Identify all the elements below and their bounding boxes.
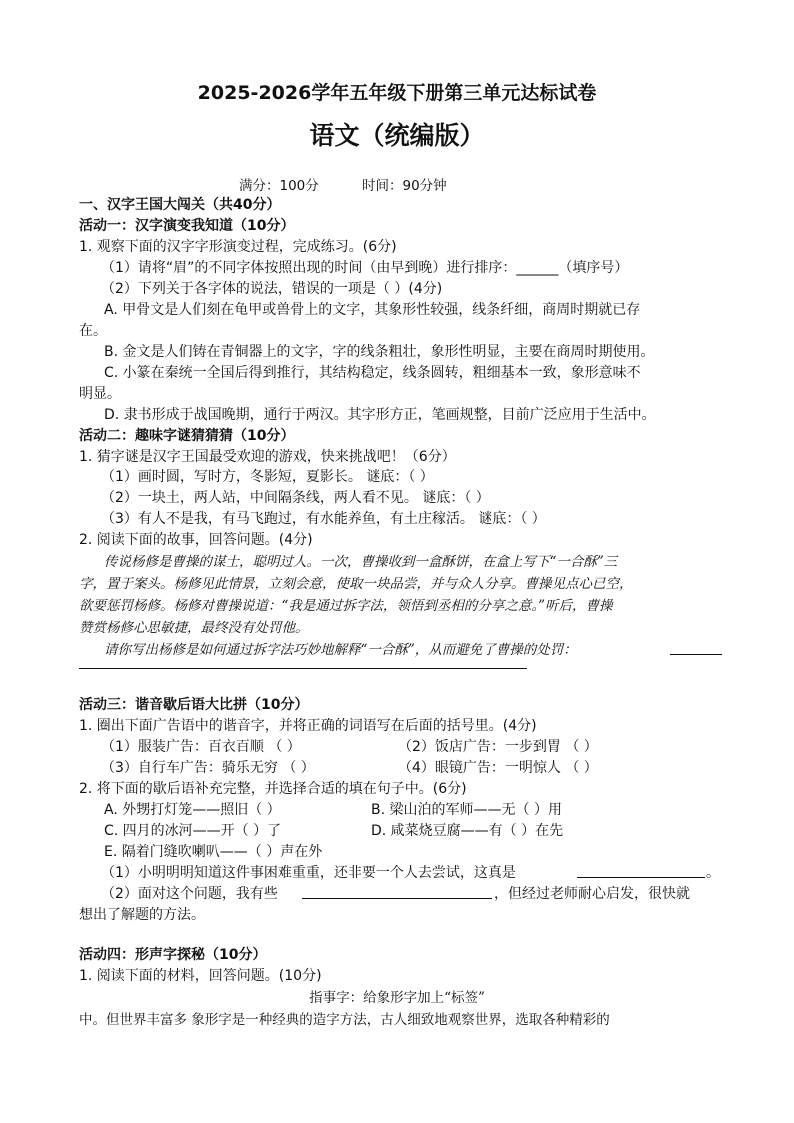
sentence-2-end: 想出了解题的方法。: [79, 907, 205, 923]
story-line: 传说杨修是曹操的谋士，聪明过人。一次，曹操收到一盒酥饼，在盒上写下“一合酥”三: [104, 554, 618, 570]
act2-heading: 活动二：趣味字谜猜猜猜（10分）: [79, 428, 295, 444]
ad-1: （1）服装广告：百衣百顺 （ ）: [101, 739, 301, 755]
riddle-1: （1）画时圆，写时方，冬影短，夏影长。 谜底：（ ）: [101, 469, 434, 485]
exam-title: 2025-2026学年五年级下册第三单元达标试卷: [197, 82, 597, 104]
material-line: 中。但世界丰富多 象形字是一种经典的造字方法，古人细致地观察世界，选取各种精彩的: [79, 1012, 610, 1028]
sentence-1: （1）小明明明知道这件事困难重重，还非要一个人去尝试，这真是: [101, 865, 516, 881]
act3-heading: 活动三：谐音歇后语大比拼（10分）: [79, 697, 309, 713]
xiehouyu-c: C. 四月的冰河——开（ ）了: [104, 823, 282, 839]
act1-q1-1: （1）请将“眉”的不同字体按照出现的时间（由早到晚）进行排序：______（填序号）: [101, 260, 629, 276]
story-line: 欲要惩罚杨修。杨修对曹操说道：“我是通过拆字法，领悟到丞相的分享之意。”听后，曹操: [79, 598, 613, 614]
sentence-1-end: 。: [706, 865, 720, 881]
material-title: 指事字：给象形字加上“标签”: [309, 990, 485, 1006]
ad-2: （2）饭店广告：一步到胃 （ ）: [398, 739, 598, 755]
option-c: C. 小篆在秦统一全国后得到推行，其结构稳定，线条圆转，粗细基本一致，象形意味不: [104, 365, 641, 381]
full-score: 满分：100分: [239, 178, 319, 194]
sentence-2: （2）面对这个问题，我有些: [101, 886, 278, 902]
part1-heading: 一、汉字王国大闯关（共40分）: [79, 197, 281, 213]
option-d: D. 隶书形成于战国晚期，通行于两汉。其字形方正，笔画规整，目前广泛应用于生活中。: [104, 407, 656, 423]
xiehouyu-b: B. 梁山泊的军师——无（ ）用: [371, 802, 562, 818]
act1-q1: 1. 观察下面的汉字字形演变过程，完成练习。(6分): [79, 239, 397, 255]
ad-3: （3）自行车广告：骑乐无穷 （ ）: [101, 760, 315, 776]
option-b: B. 金文是人们铸在青铜器上的文字，字的线条粗壮，象形性明显，主要在商周时期使用。: [104, 344, 655, 360]
option-a: A. 甲骨文是人们刻在龟甲或兽骨上的文字，其象形性较强，线条纤细，商周时期就已存: [104, 302, 641, 318]
answer-line[interactable]: [577, 877, 705, 878]
ad-4: （4）眼镜广告：一明惊人 （ ）: [398, 760, 598, 776]
story-line: 赞赏杨修心思敏捷，最终没有处罚他。: [79, 620, 309, 636]
answer-line[interactable]: [302, 898, 492, 899]
riddle-3: （3）有人不是我，有马飞跑过，有水能养鱼，有土庄稼活。 谜底：（ ）: [101, 511, 546, 527]
xiehouyu-d: D. 咸菜烧豆腐——有（ ）在先: [371, 823, 564, 839]
sentence-2-cont: ，但经过老师耐心启发，很快就: [494, 886, 690, 902]
act3-q2: 2. 将下面的歇后语补充完整，并选择合适的填在句子中。(6分): [79, 781, 467, 797]
xiehouyu-a: A. 外甥打灯笼——照旧（ ）: [104, 802, 281, 818]
exam-subtitle: 语文（统编版）: [309, 121, 485, 150]
story-line: 字，置于案头。杨修见此情景，立刻会意，使取一块品尝，并与众人分享。曹操见点心已空，: [79, 576, 633, 592]
act4-heading: 活动四：形声字探秘（10分）: [79, 947, 267, 963]
answer-line[interactable]: [670, 654, 722, 655]
option-a-cont: 在。: [79, 323, 107, 339]
act1-q1-2: （2）下列关于各字体的说法，错误的一项是（ ）(4分): [101, 281, 443, 297]
answer-line[interactable]: [79, 668, 527, 669]
story-question: 请你写出杨修是如何通过拆字法巧妙地解释“一合酥”，从而避免了曹操的处罚：: [104, 642, 577, 658]
option-c-cont: 明显。: [79, 386, 121, 402]
riddle-2: （2）一块土，两人站，中间隔条线，两人看不见。 谜底：（ ）: [101, 490, 490, 506]
act2-q1: 1. 猜字谜是汉字王国最受欢迎的游戏，快来挑战吧！（6分）: [79, 449, 456, 465]
act3-q1: 1. 圈出下面广告语中的谐音字，并将正确的词语写在后面的括号里。(4分): [79, 718, 537, 734]
exam-time: 时间：90分钟: [362, 178, 447, 194]
xiehouyu-e: E. 隔着门缝吹喇叭——（ ）声在外: [104, 844, 323, 860]
act1-heading: 活动一：汉字演变我知道（10分）: [79, 218, 295, 234]
act4-q1: 1. 阅读下面的材料，回答问题。(10分): [79, 968, 322, 984]
act2-q2: 2. 阅读下面的故事，回答问题。(4分): [79, 532, 313, 548]
